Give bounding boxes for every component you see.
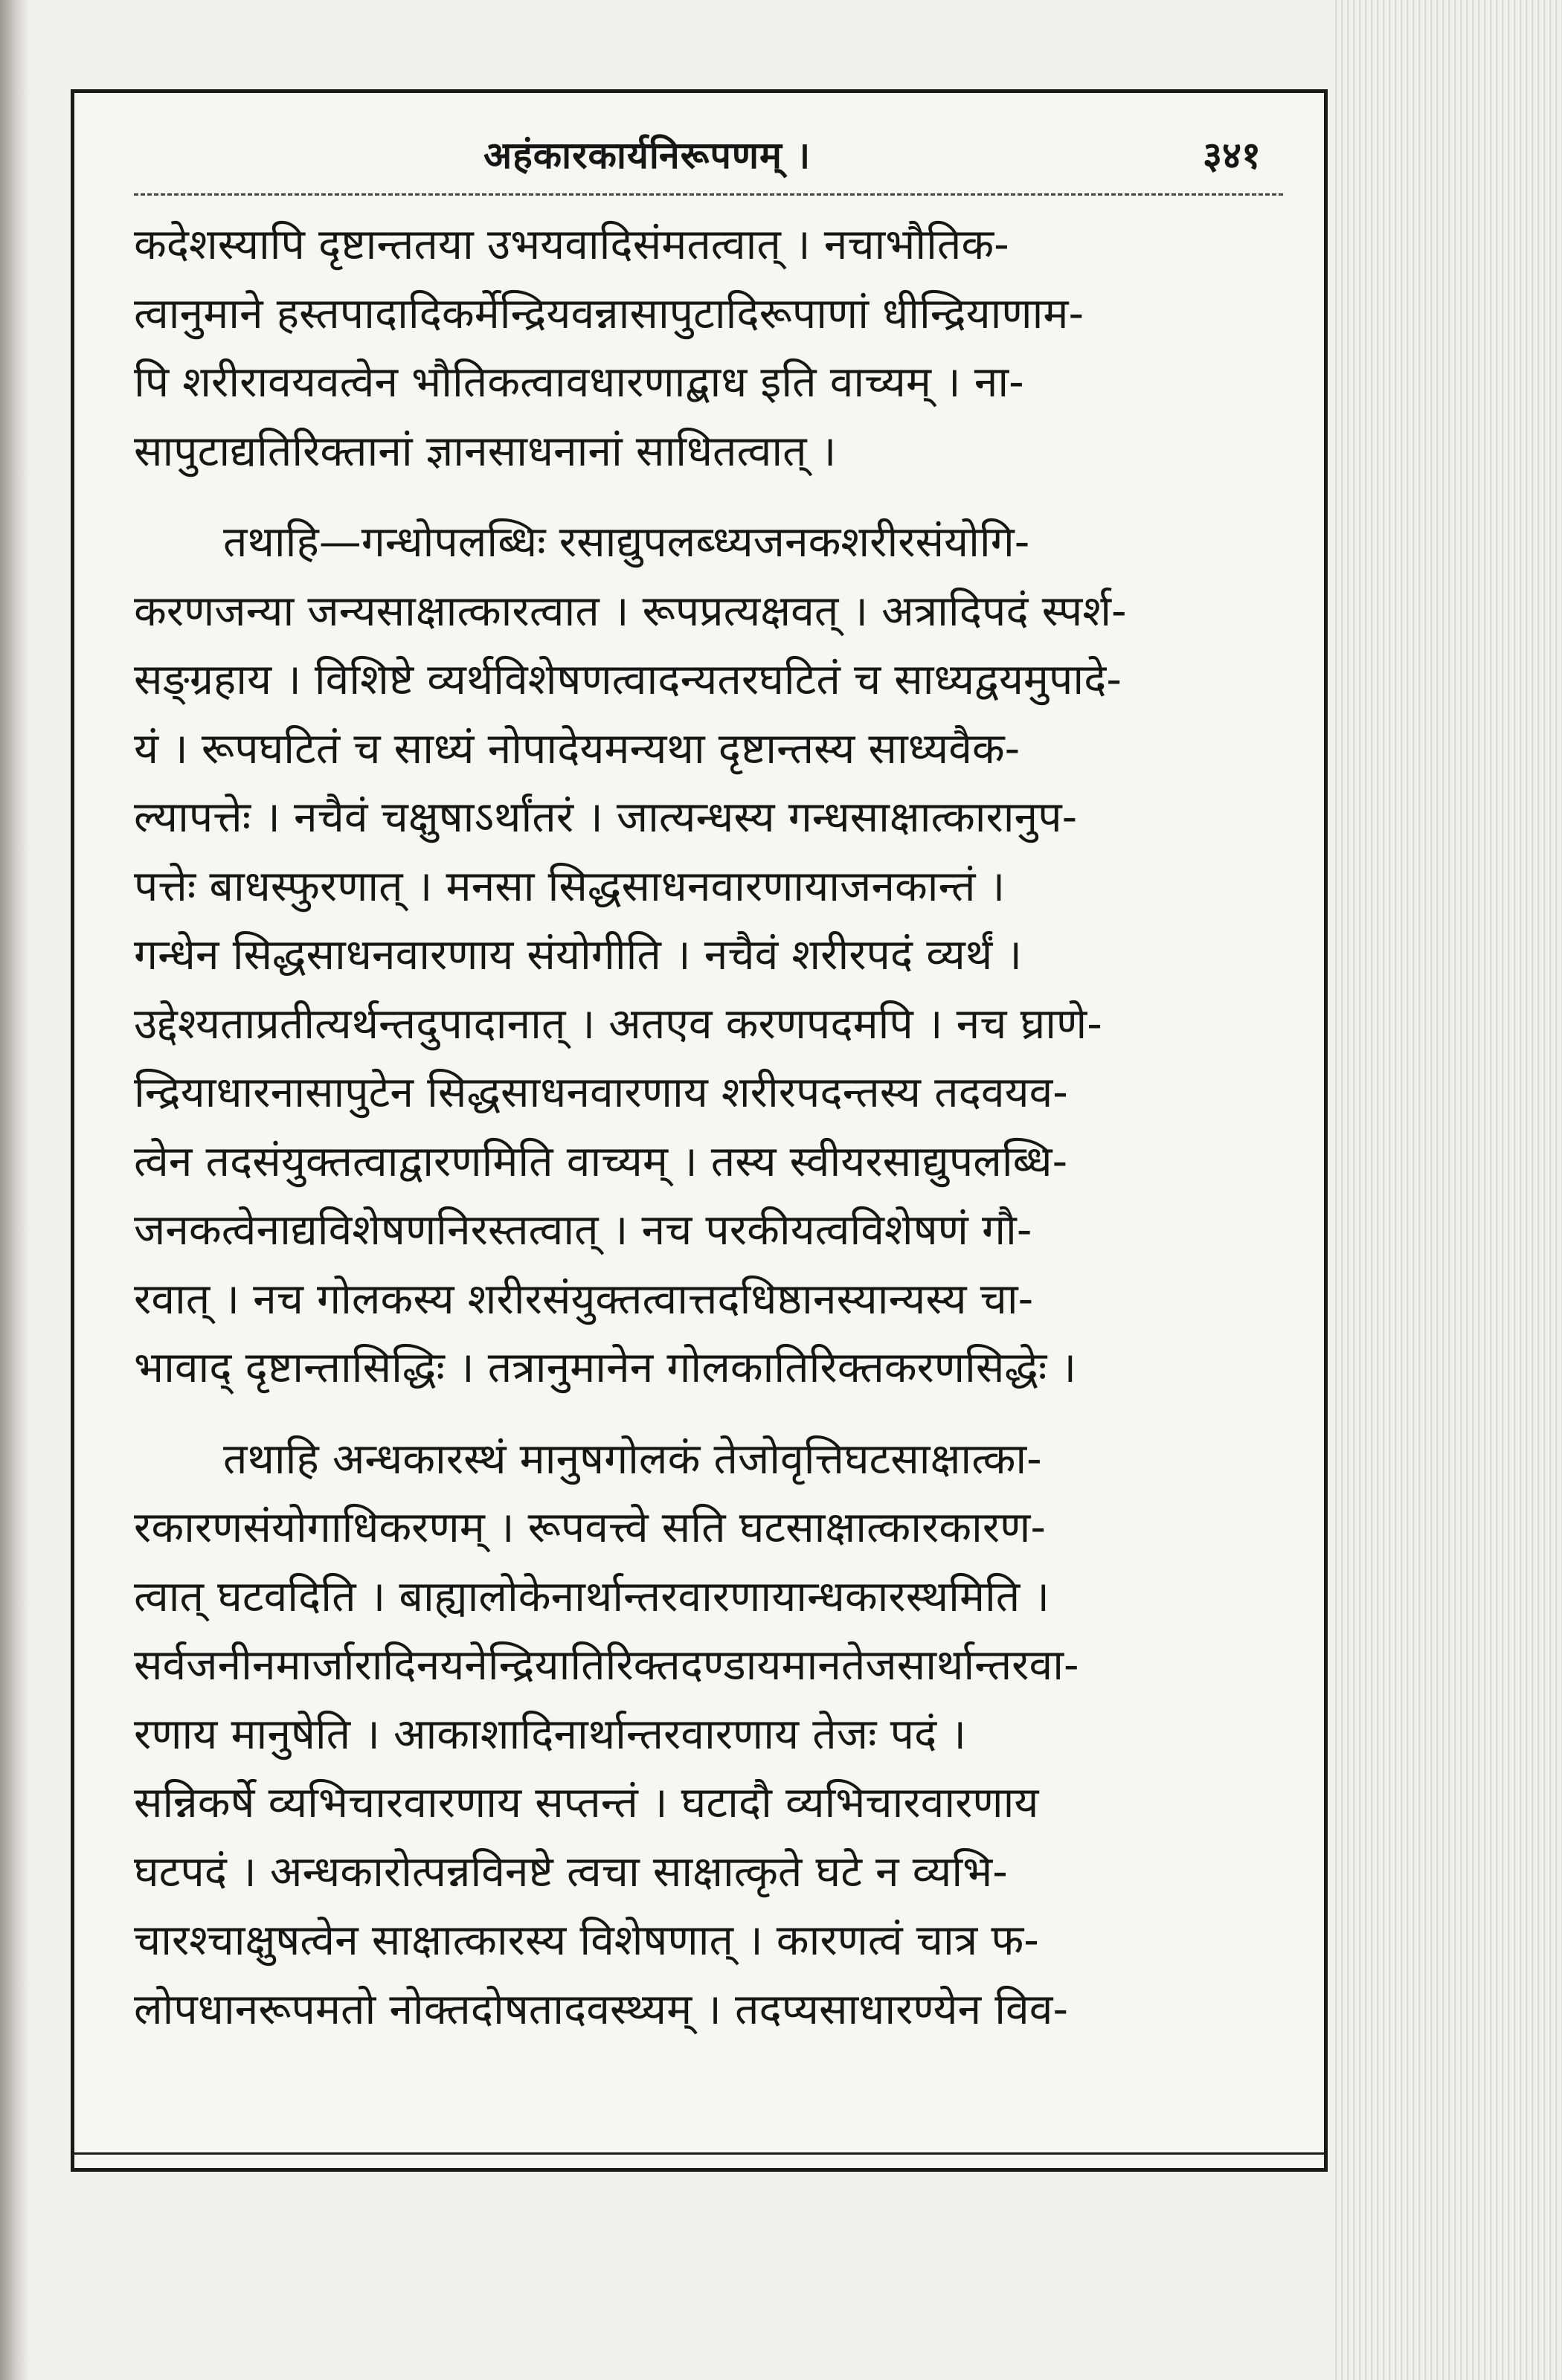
text-line: सङ्ग्रहाय । विशिष्टे व्यर्थविशेषणत्वादन्यतरघटितं च साध्यद्वयमुपादे- [134,655,1122,704]
text-line: रवात् । नच गोलकस्य शरीरसंयुक्तत्वात्तदधिष्ठानस्यान्यस्य चा- [134,1274,1034,1324]
text-line: पत्तेः बाधस्फुरणात् । मनसा सिद्धसाधनवारणायाजनकान्तं । [134,861,1006,911]
text-line: तथाहि अन्धकारस्थं मानुषगोलकं तेजोवृत्तिघटसाक्षात्का- [223,1434,1042,1484]
text-line: यं । रूपघटितं च साध्यं नोपादेयमन्यथा दृष्टान्तस्य साध्यवैक- [134,724,1021,774]
page-number: ३४१ [1203,134,1261,177]
text-line: लोपधानरूपमतो नोक्तदोषतादवस्थ्यम् । तदप्यसाधारण्येन विव- [134,1984,1069,2034]
paragraph-gap [134,1403,1283,1425]
paragraph-gap [134,486,1283,508]
scan-left-edge [0,0,30,2380]
text-line: पि शरीरावयवत्वेन भौतिकत्वावधारणाद्बाध इति वाच्यम् । ना- [134,358,1024,407]
paragraph [134,508,1283,1403]
text-line: जनकत्वेनाद्यविशेषणनिरस्तत्वात् । नच परकीयत्वविशेषणं गौ- [134,1206,1032,1255]
text-line: करणजन्या जन्यसाक्षात्कारत्वात । रूपप्रत्यक्षवत् । अत्रादिपदं स्पर्श- [134,586,1127,636]
text-line: त्वेन तदसंयुक्तत्वाद्वारणमिति वाच्यम् । तस्य स्वीयरसाद्युपलब्धि- [134,1136,1068,1186]
scan-right-edge [1331,0,1562,2380]
body-text [134,210,1283,2044]
footer-divider [74,2152,1324,2155]
header-divider [134,193,1283,196]
text-line: त्वात् घटवदिति । बाह्यालोकेनार्थान्तरवारणायान्धकारस्थमिति । [134,1572,1050,1621]
text-line: सापुटाद्यतिरिक्तानां ज्ञानसाधनानां साधितत्वात् । [134,426,837,476]
text-line: उद्देश्यताप्रतीत्यर्थन्तदुपादानात् । अतएव करणपदमपि । नच घ्राणे- [134,999,1102,1049]
text-line: न्द्रियाधारनासापुटेन सिद्धसाधनवारणाय शरीरपदन्तस्य तदवयव- [134,1068,1068,1117]
text-line: चारश्चाक्षुषत्वेन साक्षात्कारस्य विशेषणात् । कारणत्वं चात्र फ- [134,1916,1039,1965]
running-head [134,108,1283,193]
text-line: सन्निकर्षे व्यभिचारवारणाय सप्तन्तं । घटादौ व्यभिचारवारणाय [134,1778,1039,1827]
text-line: भावाद् दृष्टान्तासिद्धिः । तत्रानुमानेन गोलकातिरिक्तकरणसिद्धेः । [134,1343,1077,1392]
text-line: कदेशस्यापि दृष्टान्ततया उभयवादिसंमतत्वात् । नचाभौतिक- [134,220,1009,269]
text-line: रकारणसंयोगाधिकरणम् । रूपवत्त्वे सति घटसाक्षात्कारकारण- [134,1503,1046,1552]
paragraph [134,210,1283,486]
text-line: रणाय मानुषेति । आकाशादिनार्थान्तरवारणाय तेजः पदं । [134,1709,966,1759]
text-line: घटपदं । अन्धकारोत्पन्नविनष्टे त्वचा साक्षात्कृते घटे न व्यभि- [134,1847,1008,1897]
text-line: गन्धेन सिद्धसाधनवारणाय संयोगीति । नचैवं शरीरपदं व्यर्थं । [134,930,1022,980]
text-line: ल्यापत्तेः । नचैवं चक्षुषाऽर्थांतरं । जात्यन्धस्य गन्धसाक्षात्कारानुप- [134,793,1078,842]
text-line: त्वानुमाने हस्तपादादिकर्मेन्द्रियवन्नासापुटादिरूपाणां धीन्द्रियाणाम- [134,289,1084,338]
paragraph [134,1425,1283,2045]
page-title: अहंकारकार्यनिरूपणम् । [483,134,811,177]
text-line: तथाहि—गन्धोपलब्धिः रसाद्युपलब्ध्यजनकशरीरसंयोगि- [223,518,1030,567]
book-page [71,89,1328,2172]
text-line: सर्वजनीनमार्जारादिनयनेन्द्रियातिरिक्तदण्डायमानतेजसार्थान्तरवा- [134,1641,1079,1690]
